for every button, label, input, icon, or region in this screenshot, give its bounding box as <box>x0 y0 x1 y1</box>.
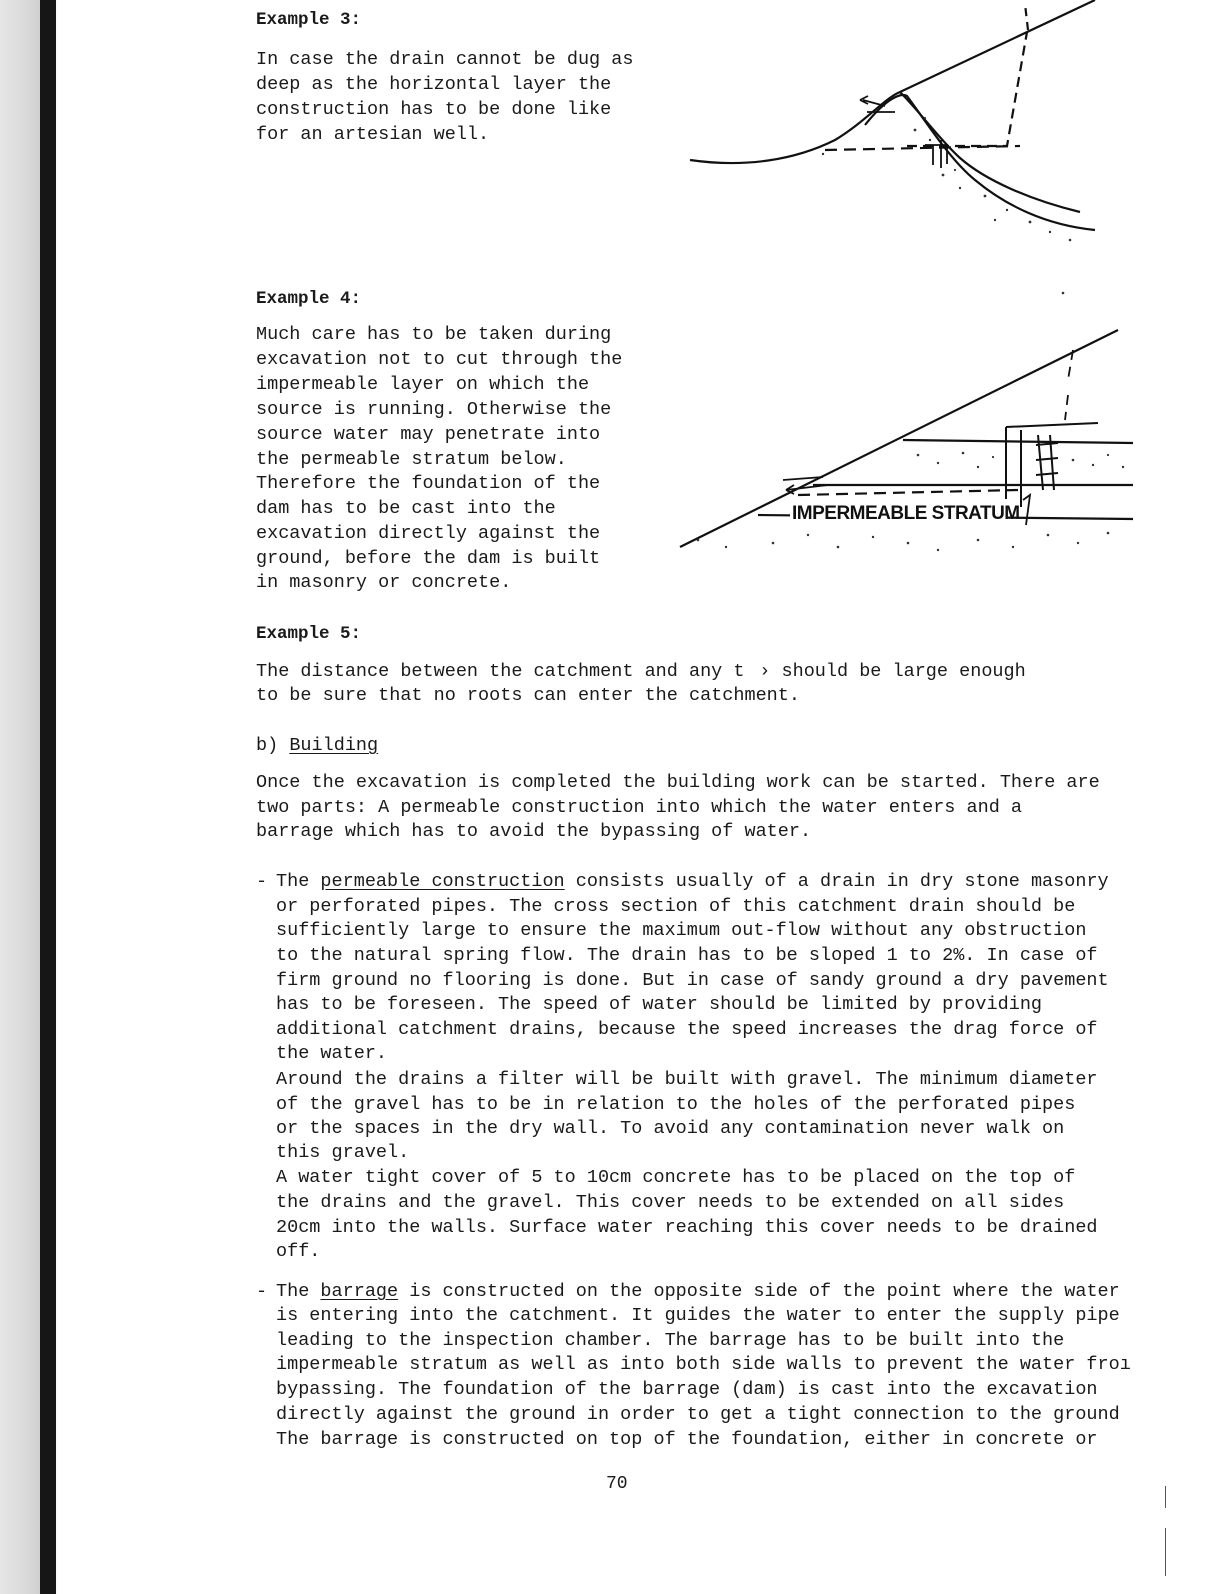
example5-line: to be sure that no roots can enter the catchment. <box>256 685 800 706</box>
building-intro-line: barrage which has to avoid the bypassing of water. <box>256 821 812 842</box>
upper-stratum-line <box>865 95 1095 230</box>
permeable-layer-top <box>903 440 1133 443</box>
example3-line: for an artesian well. <box>256 124 490 145</box>
catchment-structure <box>925 140 947 168</box>
permeable-line: to the natural spring flow. The drain has to be sloped 1 to 2%. In case of <box>276 945 1098 966</box>
permeable-line: the water. <box>276 1043 388 1064</box>
permeable-line: sufficiently large to ensure the maximum out-flow without any obstruction <box>276 920 1087 941</box>
building-heading <box>256 734 378 759</box>
permeable-line: firm ground no flooring is done. But in case of sandy ground a dry pavement <box>276 970 1109 991</box>
building-title: Building <box>289 735 379 756</box>
page-number: 70 <box>606 1474 628 1494</box>
permeable-line: 20cm into the walls. Surface water reaching this cover needs to be drained <box>276 1217 1098 1238</box>
barrage-first-rest: is constructed on the opposite side of the point where the water <box>398 1281 1120 1302</box>
barrage-line: leading to the inspection chamber. The barrage has to be built into the <box>276 1330 1065 1351</box>
permeable-lead: The <box>276 871 321 892</box>
permeable-line: A water tight cover of 5 to 10cm concrete has to be placed on the top of <box>276 1167 1076 1188</box>
permeable-line: additional catchment drains, because the speed increases the drag force of <box>276 1019 1098 1040</box>
building-intro-line: two parts: A permeable construction into which the water enters and a <box>256 797 1023 818</box>
example3-line: construction has to be done like <box>256 99 612 120</box>
example4-line: excavation directly against the <box>256 523 601 544</box>
permeable-line: or the spaces in the dry wall. To avoid any contamination never walk on <box>276 1118 1065 1139</box>
building-intro-line: Once the excavation is completed the building work can be started. There are <box>256 772 1100 793</box>
impermeable-stratum-label: IMPERMEABLE STRATUM <box>792 503 1020 524</box>
barrage-line: The barrage is constructed on top of the foundation, either in concrete or <box>276 1429 1098 1450</box>
barrage-line: is entering into the catchment. It guides the water to enter the supply pipe <box>276 1305 1120 1326</box>
example5-heading: Example 5: <box>256 624 362 644</box>
example5-line: The distance between the catchment and any t › should be large enough <box>256 661 1026 682</box>
impermeable-stratum-diagram <box>678 285 1138 575</box>
example4-line: in masonry or concrete. <box>256 572 512 593</box>
scan-mark <box>1165 1486 1166 1508</box>
permeable-line: this gravel. <box>276 1142 410 1163</box>
permeable-line: of the gravel has to be in relation to the holes of the perforated pipes <box>276 1094 1076 1115</box>
list-dash: - <box>256 1281 268 1302</box>
permeable-line: has to be foreseen. The speed of water should be limited by providing <box>276 994 1043 1015</box>
water-level-dashed <box>798 490 1018 495</box>
permeable-line: or perforated pipes. The cross section of this catchment drain should be <box>276 896 1076 917</box>
example4-line: dam has to be cast into the <box>256 498 556 519</box>
example4-heading: Example 4: <box>256 289 362 309</box>
example4-line: the permeable stratum below. <box>256 449 567 470</box>
barrage-lead: The <box>276 1281 321 1302</box>
permeable-term: permeable construction <box>320 871 565 892</box>
example3-line: In case the drain cannot be dug as <box>256 49 634 70</box>
list-dash: - <box>256 871 268 892</box>
pressure-line-dashed <box>1065 350 1073 420</box>
permeable-line: the drains and the gravel. This cover needs to be extended on all sides <box>276 1192 1065 1213</box>
example4-line: ground, before the dam is built <box>256 548 601 569</box>
example4-line: source is running. Otherwise the <box>256 399 612 420</box>
permeable-first-rest: consists usually of a drain in dry stone masonry <box>564 871 1109 892</box>
seepage-arrow <box>1023 495 1030 525</box>
barrage-line: bypassing. The foundation of the barrage (dam) is cast into the excavation <box>276 1379 1098 1400</box>
barrage-line: directly against the ground in order to get a tight connection to the ground <box>276 1404 1120 1425</box>
scan-mark <box>1165 1528 1166 1576</box>
example4-line: excavation not to cut through the <box>256 349 623 370</box>
example4-line: source water may penetrate into <box>256 424 601 445</box>
building-prefix: b) <box>256 735 290 756</box>
example4-line: Therefore the foundation of the <box>256 473 601 494</box>
pressure-line-dashed <box>907 32 1027 146</box>
ground-surface-line <box>690 0 1095 163</box>
catchment-pipe <box>1036 435 1058 490</box>
gravel-dots <box>822 117 1072 241</box>
permeable-line: off. <box>276 1241 321 1262</box>
example4-line: Much care has to be taken during <box>256 324 612 345</box>
example4-line: impermeable layer on which the <box>256 374 590 395</box>
artesian-well-diagram <box>685 0 1105 250</box>
barrage-line: impermeable stratum as well as into both side walls to prevent the water froı <box>276 1354 1131 1375</box>
permeable-first-line <box>276 870 1109 895</box>
barrage-term: barrage <box>320 1281 399 1302</box>
lower-stratum-line <box>900 92 1080 212</box>
example3-line: deep as the horizontal layer the <box>256 74 612 95</box>
barrage-first-line <box>276 1280 1120 1305</box>
permeable-line: Around the drains a filter will be built with gravel. The minimum diameter <box>276 1069 1098 1090</box>
example3-heading: Example 3: <box>256 10 362 30</box>
